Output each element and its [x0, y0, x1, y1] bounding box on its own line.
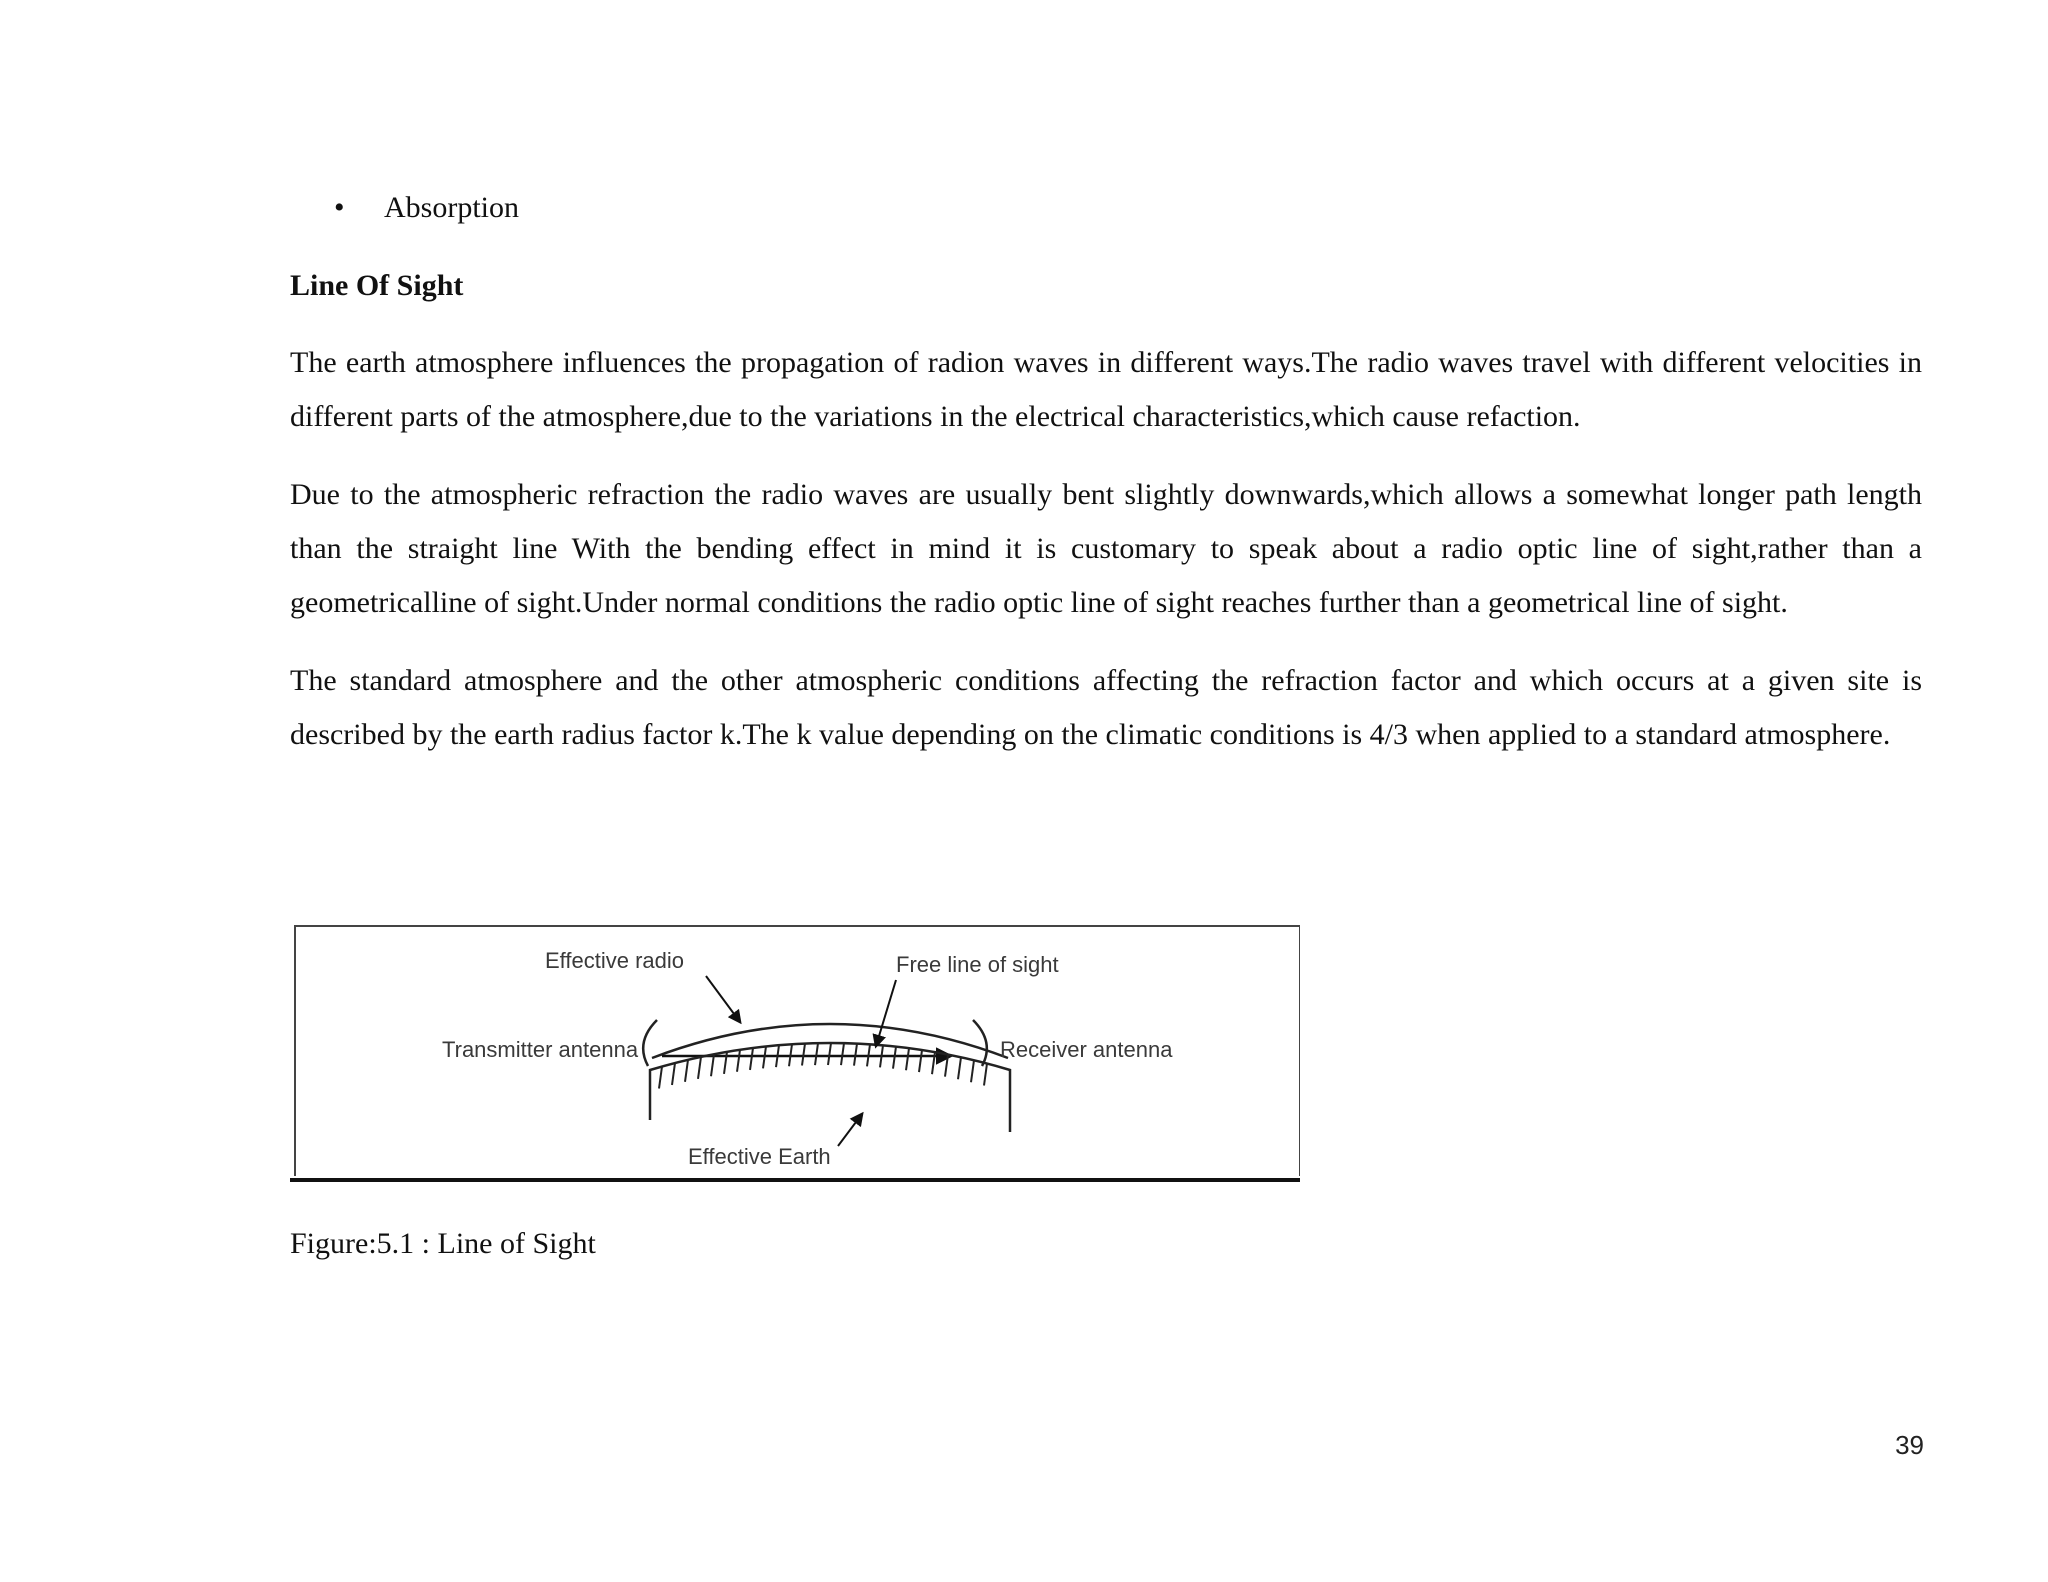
effective-earth-pointer [838, 1114, 862, 1146]
figure-caption: Figure:5.1 : Line of Sight [290, 1227, 596, 1260]
paragraph-2: Due to the atmospheric refraction the radio waves are usually bent slightly downwards,which allows a somewhat longer path length than the straight line With the bending effect in mind it is customary to speak about a radio optic line of sight,rather than a geometricalline of sight.Under normal conditions the radio optic line of sight reaches further than a geometrical line of sight. [290, 478, 1922, 619]
effective-earth-label: Effective Earth [688, 1144, 831, 1169]
paragraph-3: The standard atmosphere and the other atmospheric conditions affecting the refraction factor and which occurs at a given site is described by the earth radius factor k.The k value depending on the climatic conditions is 4/3 when applied to a standard atmosphere. [290, 664, 1922, 751]
bullet-icon: • [334, 191, 345, 224]
receiver-bracket [973, 1020, 987, 1066]
effective-radio-pointer [706, 976, 740, 1022]
free-line-of-sight-label: Free line of sight [896, 952, 1059, 977]
page-number: 39 [1895, 1430, 1924, 1460]
transmitter-antenna-label: Transmitter antenna [442, 1037, 639, 1062]
receiver-antenna-label: Receiver antenna [1000, 1037, 1173, 1062]
line-of-sight-figure [290, 920, 1300, 1184]
bullet-text: Absorption [384, 191, 519, 224]
paragraph-1: The earth atmosphere influences the propagation of radion waves in different ways.The radio waves travel with different velocities in different parts of the atmosphere,due to the variations in the electrical characteristics,which cause refaction. [290, 346, 1922, 433]
line-of-sight-diagram [290, 920, 1300, 1184]
effective-earth-hatching [659, 1043, 987, 1089]
transmitter-bracket [643, 1020, 657, 1066]
free-line-pointer [876, 980, 896, 1046]
effective-radio-label: Effective radio [545, 948, 685, 973]
section-heading: Line Of Sight [290, 269, 464, 302]
